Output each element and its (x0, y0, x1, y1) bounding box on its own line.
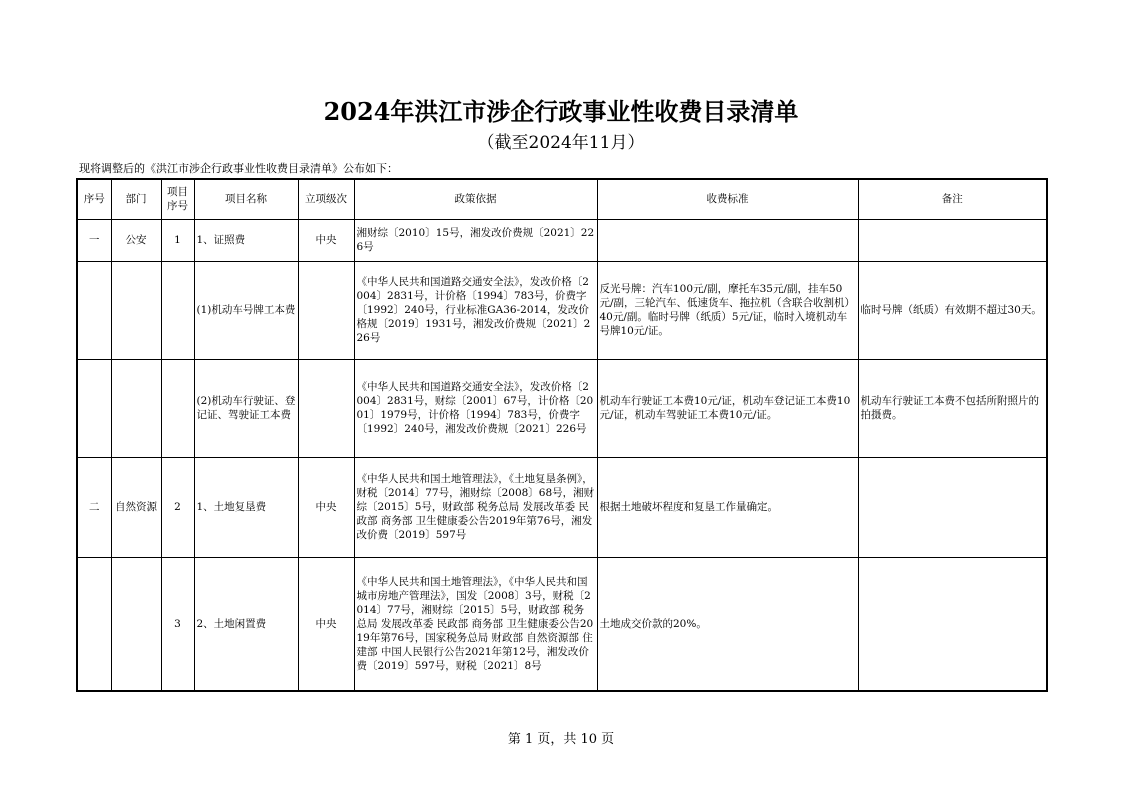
table-row (77, 557, 1047, 691)
header-item-seq: 项目序号 (161, 179, 194, 219)
cell-level (298, 261, 354, 359)
cell-remark (858, 219, 1047, 261)
cell-policy: 《中华人民共和国土地管理法》，《中华人民共和国城市房地产管理法》，国发〔2008〕3号，财税〔2014〕77号，湘财综〔2015〕5号，财政部 税务总局 发展改革委 民政部 商务部 卫生健康委公告2019年第76号，国家税务总局 财政部 自然资源部 住建部 中国人民银行公告2021年第12号，湘发改价费〔2019〕597号，财税〔2021〕8号 (354, 557, 597, 691)
header-remark: 备注 (858, 179, 1047, 219)
page-subtitle: （截至2024年11月） (477, 133, 645, 153)
cell-seq (77, 359, 111, 457)
cell-standard: 土地成交价款的20%。 (597, 557, 858, 691)
cell-remark (858, 557, 1047, 691)
cell-item-seq: 1 (161, 219, 194, 261)
header-standard: 收费标准 (597, 179, 858, 219)
cell-item-seq: 2 (161, 457, 194, 557)
page-number: 第 1 页，共 10 页 (507, 732, 615, 747)
cell-item-name: 2、土地闲置费 (194, 557, 298, 691)
cell-seq (77, 557, 111, 691)
table-row (77, 261, 1047, 359)
cell-seq: 二 (77, 457, 111, 557)
page-title: 2024年洪江市涉企行政事业性收费目录清单 (323, 97, 799, 126)
cell-level: 中央 (298, 219, 354, 261)
cell-level: 中央 (298, 457, 354, 557)
cell-item-name: (1)机动车号牌工本费 (194, 261, 298, 359)
cell-remark: 临时号牌（纸质）有效期不超过30天。 (858, 261, 1047, 359)
intro-text: 现将调整后的《洪江市涉企行政事业性收费目录清单》公布如下： (79, 162, 398, 175)
cell-policy: 湘财综〔2010〕15号，湘发改价费规〔2021〕226号 (354, 219, 597, 261)
header-policy: 政策依据 (354, 179, 597, 219)
cell-item-seq (161, 261, 194, 359)
cell-seq: 一 (77, 219, 111, 261)
cell-standard: 机动车行驶证工本费10元/证，机动车登记证工本费10元/证，机动车驾驶证工本费10元/证。 (597, 359, 858, 457)
cell-remark (858, 457, 1047, 557)
table-row (77, 359, 1047, 457)
cell-standard: 根据土地破坏程度和复垦工作量确定。 (597, 457, 858, 557)
table-row (77, 457, 1047, 557)
cell-level: 中央 (298, 557, 354, 691)
cell-policy: 《中华人民共和国道路交通安全法》，发改价格〔2004〕2831号，计价格〔1994〕783号，价费字〔1992〕240号，行业标准GA36-2014，发改价格规〔2019〕1931号，湘发改价费规〔2021〕226号 (354, 261, 597, 359)
cell-level (298, 359, 354, 457)
cell-dept: 公安 (111, 219, 161, 261)
cell-item-name: (2)机动车行驶证、登记证、驾驶证工本费 (194, 359, 298, 457)
table-header-row (77, 179, 1047, 219)
header-level: 立项级次 (298, 179, 354, 219)
cell-seq (77, 261, 111, 359)
cell-item-seq (161, 359, 194, 457)
cell-standard (597, 219, 858, 261)
fee-table (76, 178, 1048, 692)
cell-dept (111, 557, 161, 691)
cell-item-name: 1、证照费 (194, 219, 298, 261)
header-seq: 序号 (77, 179, 111, 219)
table-row (77, 219, 1047, 261)
cell-dept (111, 261, 161, 359)
cell-dept (111, 359, 161, 457)
cell-item-seq: 3 (161, 557, 194, 691)
cell-item-name: 1、土地复垦费 (194, 457, 298, 557)
cell-remark: 机动车行驶证工本费不包括所附照片的拍摄费。 (858, 359, 1047, 457)
cell-standard: 反光号牌：汽车100元/副，摩托车35元/副，挂车50元/副，三轮汽车、低速货车、拖拉机（含联合收割机）40元/副。临时号牌（纸质）5元/证，临时入境机动车号牌10元/证。 (597, 261, 858, 359)
cell-policy: 《中华人民共和国道路交通安全法》，发改价格〔2004〕2831号，财综〔2001〕67号，计价格〔2001〕1979号，计价格〔1994〕783号，价费字〔1992〕240号，湘发改价费规〔2021〕226号 (354, 359, 597, 457)
header-item-name: 项目名称 (194, 179, 298, 219)
cell-dept: 自然资源 (111, 457, 161, 557)
cell-policy: 《中华人民共和国土地管理法》，《土地复垦条例》，财税〔2014〕77号，湘财综〔2008〕68号，湘财综〔2015〕5号，财政部 税务总局 发展改革委 民政部 商务部 卫生健康委公告2019年第76号，湘发改价费〔2019〕597号 (354, 457, 597, 557)
header-dept: 部门 (111, 179, 161, 219)
